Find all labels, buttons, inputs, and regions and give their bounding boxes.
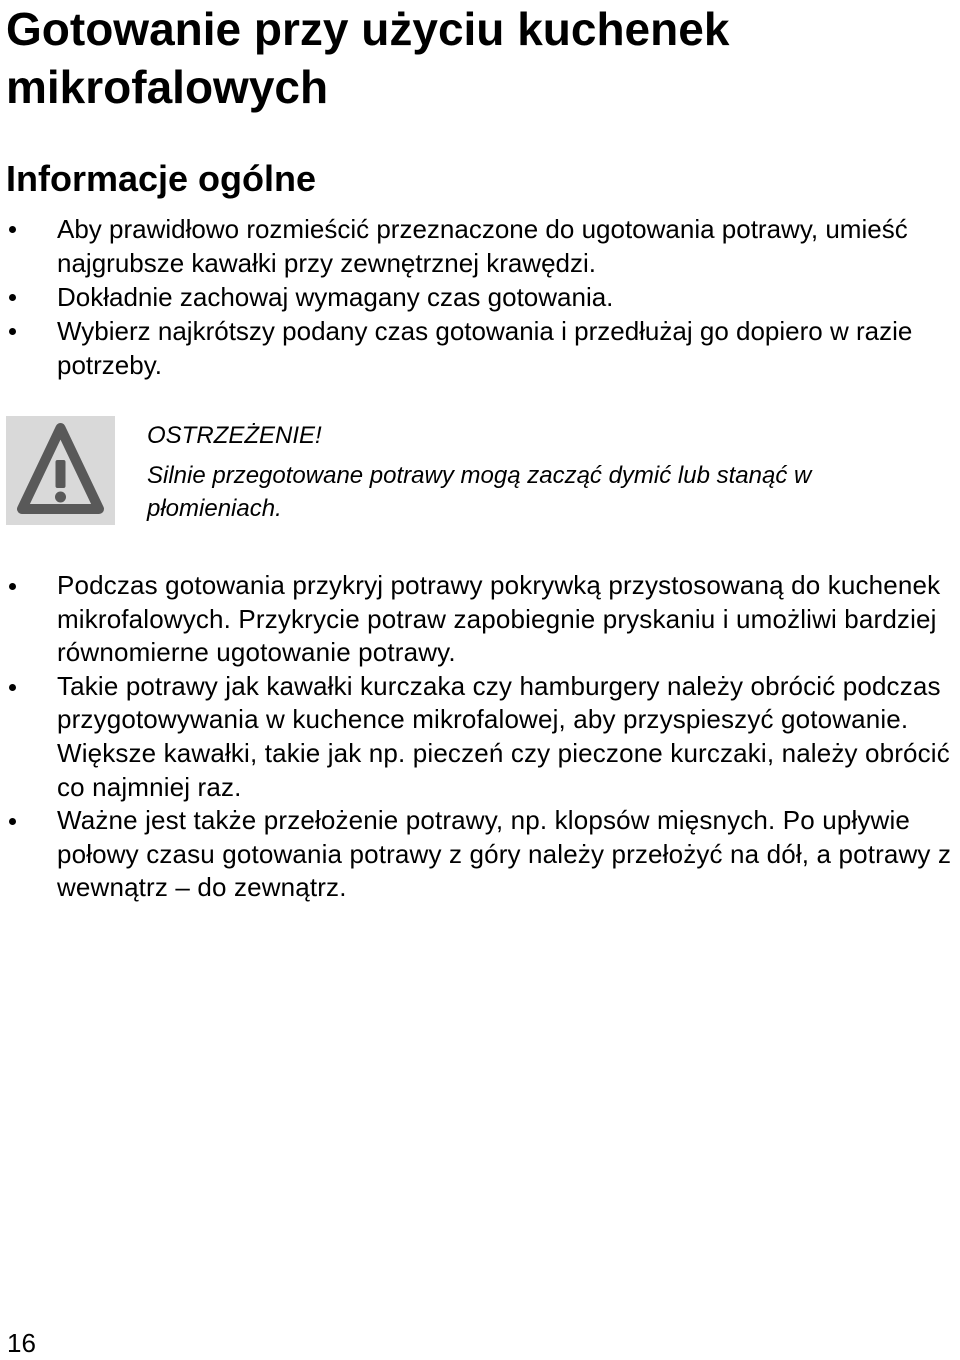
list-item <box>0 314 960 382</box>
page-number: 16 <box>7 1328 36 1358</box>
warning-text: Silnie przegotowane potrawy mogą zacząć dymić lub stanąć w płomieniach. <box>147 462 812 522</box>
list-item-text: Podczas gotowania przykryj potrawy pokrywką przystosowaną do kuchenek mikrofalowych. Przykrycie potraw zapobiegnie pryskaniu i umożliwi bardziej równomierne ugotowanie potrawy. <box>57 570 941 668</box>
bullet-icon <box>9 328 16 335</box>
list-item <box>0 569 960 670</box>
list-item <box>0 670 960 804</box>
list-item-text: Aby prawidłowo rozmieścić przeznaczone do ugotowania potrawy, umieść najgrubsze kawałki przy zewnętrznej krawędzi. <box>57 214 908 278</box>
cooking-tips-list <box>0 569 960 905</box>
bullet-icon <box>9 583 16 590</box>
warning-title: OSTRZEŻENIE! <box>147 422 322 449</box>
list-item-text: Wybierz najkrótszy podany czas gotowania i przedłużaj go dopiero w razie potrzeby. <box>57 316 913 380</box>
list-item <box>0 280 960 314</box>
list-item <box>0 212 960 280</box>
list-item-text: Ważne jest także przełożenie potrawy, np. klopsów mięsnych. Po upływie połowy czasu gotowania potrawy z góry należy przełożyć na dół, a potrawy z wewnątrz – do zewnątrz. <box>57 805 952 903</box>
list-item-text: Dokładnie zachowaj wymagany czas gotowania. <box>57 282 614 312</box>
bullet-icon <box>9 684 16 691</box>
list-item <box>0 804 960 905</box>
general-info-list <box>0 212 960 382</box>
warning-block <box>0 413 960 527</box>
list-item-text: Takie potrawy jak kawałki kurczaka czy hamburgery należy obrócić podczas przygotowywania w kuchence mikrofalowej, aby przyspieszyć gotowanie. Większe kawałki, takie jak np. pieczeń czy pieczone kurczaki, należy obrócić co najmniej raz. <box>57 670 950 802</box>
bullet-icon <box>9 226 16 233</box>
page-title: Gotowanie przy użyciu kuchenek mikrofalowych <box>6 3 730 113</box>
section-heading: Informacje ogólne <box>6 158 317 199</box>
bullet-icon <box>9 294 16 301</box>
warning-triangle-icon <box>6 416 115 525</box>
bullet-icon <box>9 818 16 825</box>
